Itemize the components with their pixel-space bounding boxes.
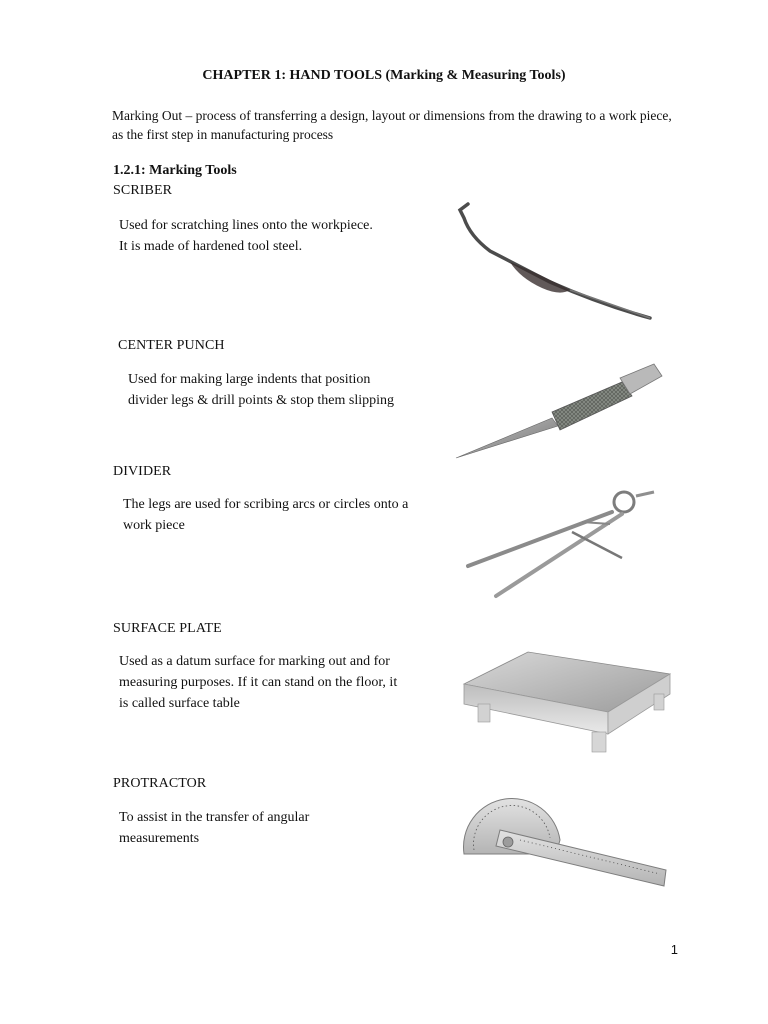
desc-line: work piece bbox=[123, 518, 185, 533]
page-number: 1 bbox=[670, 942, 678, 957]
desc-line: To assist in the transfer of angular bbox=[119, 810, 310, 825]
desc-line: measuring purposes. If it can stand on the floor, it bbox=[119, 675, 398, 690]
desc-line: measurements bbox=[119, 831, 200, 846]
section-heading: 1.2.1: Marking Tools bbox=[113, 163, 237, 178]
desc-line: The legs are used for scribing arcs or circles onto a bbox=[123, 497, 409, 512]
tool-name-protractor: PROTRACTOR bbox=[113, 776, 207, 791]
tool-name-surface-plate: SURFACE PLATE bbox=[113, 621, 222, 636]
desc-line: Used as a datum surface for marking out and for bbox=[119, 654, 390, 669]
tool-desc-center-punch bbox=[128, 369, 394, 411]
tool-name-scriber: SCRIBER bbox=[113, 183, 173, 198]
scriber-image bbox=[450, 196, 660, 322]
desc-line: is called surface table bbox=[119, 696, 240, 711]
desc-line: divider legs & drill points & stop them slipping bbox=[128, 393, 394, 408]
surface-plate-image bbox=[458, 644, 676, 756]
desc-line: Used for scratching lines onto the workpiece. bbox=[119, 218, 373, 233]
tool-name-center-punch: CENTER PUNCH bbox=[118, 338, 225, 353]
tool-name-divider: DIVIDER bbox=[113, 464, 172, 479]
tool-desc-scriber bbox=[119, 215, 373, 257]
intro-paragraph: Marking Out – process of transferring a design, layout or dimensions from the drawing to a work piece, as the first step in manufacturing process bbox=[112, 108, 672, 142]
desc-line: Used for making large indents that position bbox=[128, 372, 371, 387]
tool-desc-surface-plate bbox=[119, 651, 397, 714]
center-punch-image bbox=[452, 360, 664, 464]
desc-line: It is made of hardened tool steel. bbox=[119, 239, 303, 254]
protractor-image bbox=[460, 790, 670, 890]
tool-desc-divider bbox=[123, 494, 408, 536]
tool-desc-protractor bbox=[119, 807, 309, 849]
page-title: CHAPTER 1: HAND TOOLS (Marking & Measuring Tools) bbox=[202, 68, 566, 83]
divider-image bbox=[462, 488, 656, 600]
